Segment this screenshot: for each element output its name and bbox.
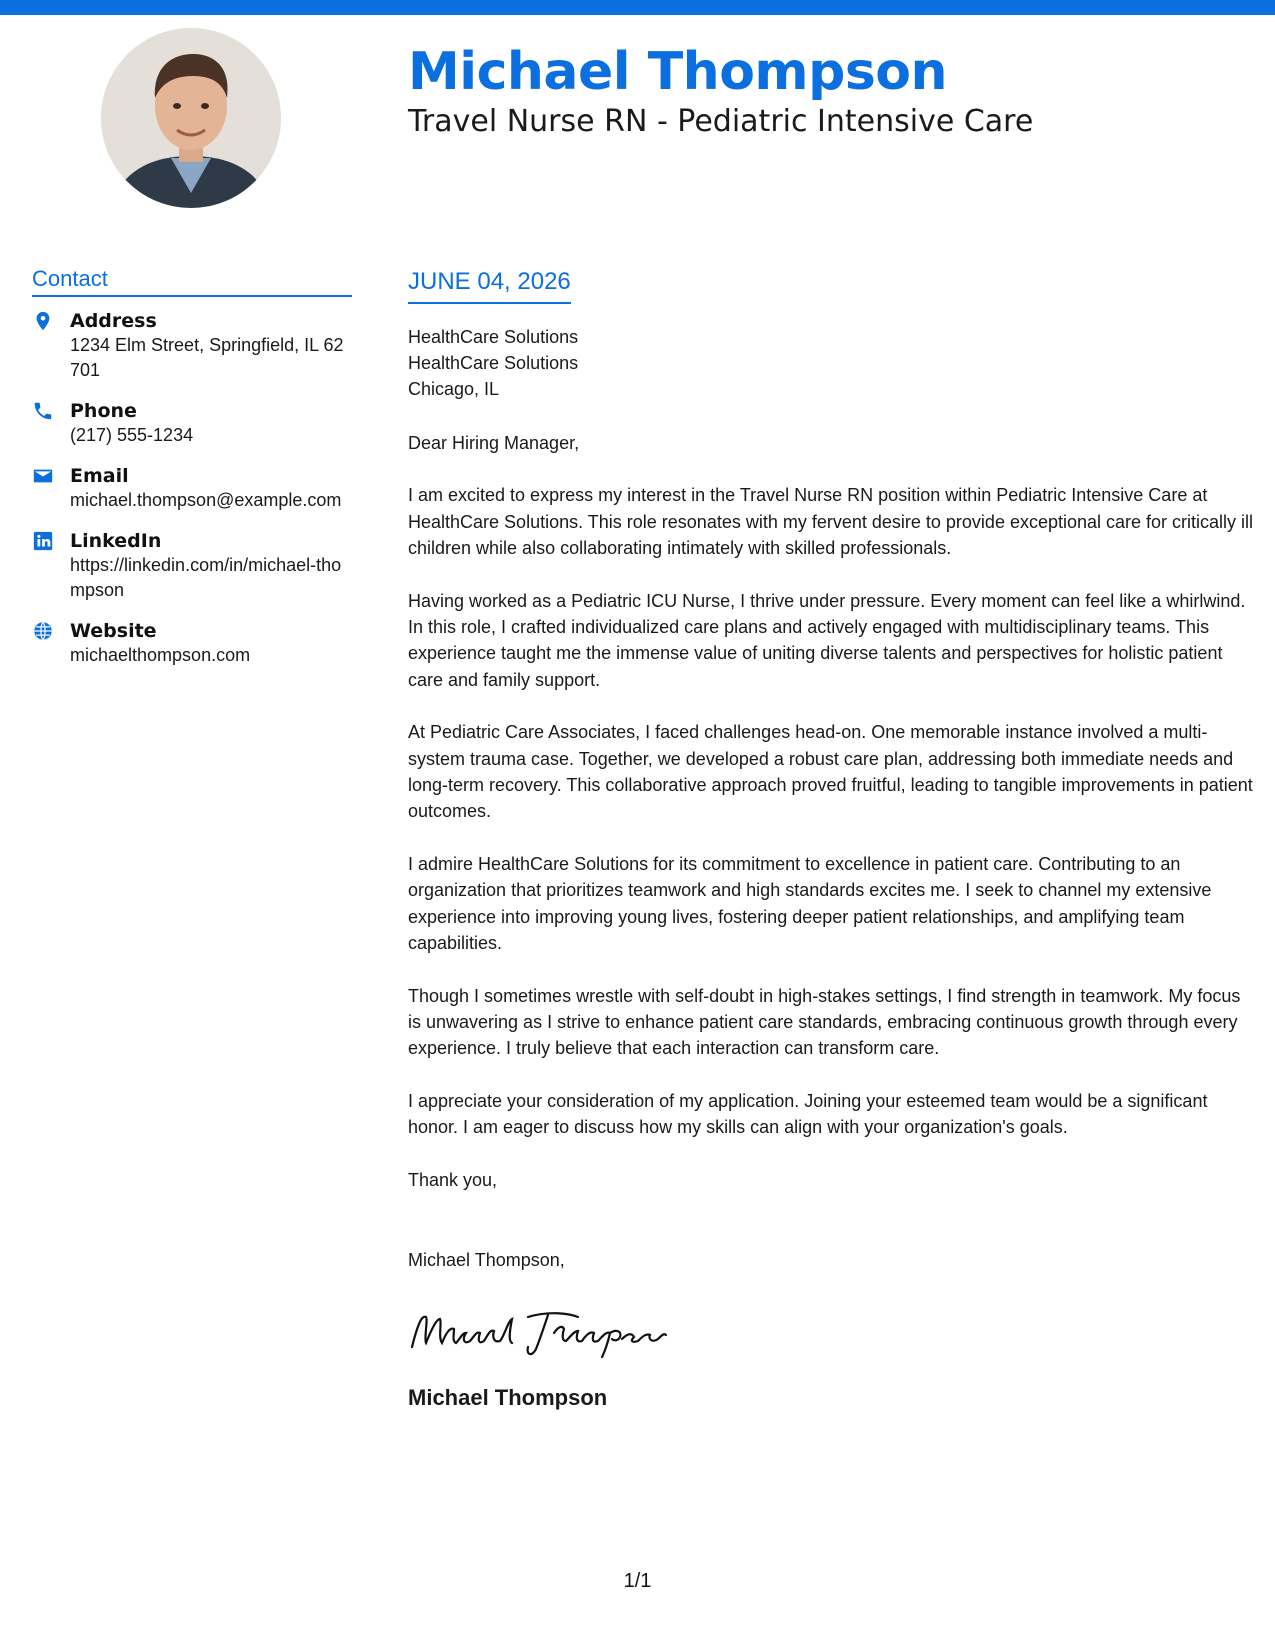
- contact-item-website: [32, 619, 352, 668]
- contact-value-linkedin[interactable]: https://linkedin.com/in/michael-thompson: [70, 555, 342, 600]
- signed-name: Michael Thompson: [408, 1384, 608, 1410]
- applicant-role: Travel Nurse RN - Pediatric Intensive Care: [408, 104, 1034, 139]
- contact-item-linkedin: [32, 529, 352, 603]
- contact-sidebar: [32, 266, 352, 684]
- recipient-block: [408, 324, 1258, 402]
- letter-paragraph: Though I sometimes wrestle with self-doubt in high-stakes settings, I find strength in teamwork. My focus is unwavering as I strive to enhance patient care standards, embracing continuous growth through every experience. I truly believe that each interaction can transform care.: [408, 985, 1241, 1059]
- contact-label: Website: [70, 620, 157, 642]
- contact-label: LinkedIn: [70, 530, 162, 552]
- applicant-name: Michael Thompson: [408, 42, 948, 102]
- page-number: 1/1: [623, 1570, 652, 1592]
- contact-label: Phone: [70, 400, 137, 422]
- recipient-line: HealthCare Solutions: [408, 327, 579, 347]
- envelope-icon: [32, 465, 54, 487]
- avatar: [101, 28, 281, 208]
- contact-label: Email: [70, 465, 129, 487]
- linkedin-icon: [32, 530, 54, 552]
- letter-paragraph: Having worked as a Pediatric ICU Nurse, I thrive under pressure. Every moment can feel like a whirlwind. In this role, I crafted individualized care plans and actively engaged with multidisciplinary teams. This experience taught me the immense value of uniting diverse talents and perspectives for holistic patient care and family support.: [408, 590, 1246, 690]
- phone-icon: [32, 400, 54, 422]
- letter-paragraph: At Pediatric Care Associates, I faced challenges head-on. One memorable instance involved a multi-system trauma case. Together, we developed a robust care plan, addressing both immediate needs and long-term recovery. This collaborative approach proved fruitful, leading to tangible improvements in patient outcomes.: [408, 722, 1253, 822]
- contact-value-website[interactable]: michaelthompson.com: [70, 645, 251, 665]
- profile-photo: [101, 28, 281, 208]
- contact-value-phone: (217) 555-1234: [70, 425, 194, 445]
- letter-paragraph: I am excited to express my interest in the Travel Nurse RN position within Pediatric Intensive Care at HealthCare Solutions. This role resonates with my fervent desire to provide exceptional care for critically ill children while also collaborating intimately with skilled professionals.: [408, 485, 1254, 559]
- letter-body: [408, 268, 1258, 1411]
- recipient-line: Chicago, IL: [408, 379, 500, 399]
- contact-label: Address: [70, 310, 157, 332]
- handwritten-signature: [408, 1303, 668, 1359]
- contact-item-email: [32, 464, 352, 513]
- closing: Thank you,: [408, 1169, 498, 1190]
- letter-paragraph: I appreciate your consideration of my application. Joining your esteemed team would be a significant honor. I am eager to discuss how my skills can align with your organization's goals.: [408, 1090, 1208, 1138]
- contact-heading: Contact: [32, 266, 352, 297]
- contact-item-address: [32, 309, 352, 383]
- letter-date: JUNE 04, 2026: [408, 268, 571, 304]
- letter-paragraph: I admire HealthCare Solutions for its commitment to excellence in patient care. Contributing to an organization that prioritizes teamwork and high standards excites me. I seek to channel my extensive experience into improving young lives, fostering deeper patient relationships, and amplifying team capabilities.: [408, 853, 1212, 954]
- salutation: Dear Hiring Manager,: [408, 433, 580, 453]
- top-accent-bar: [0, 0, 1275, 15]
- map-pin-icon: [32, 310, 54, 332]
- contact-item-phone: [32, 399, 352, 448]
- globe-icon: [32, 620, 54, 642]
- contact-value-address: 1234 Elm Street, Springfield, IL 62701: [70, 335, 344, 380]
- contact-value-email[interactable]: michael.thompson@example.com: [70, 490, 342, 510]
- recipient-line: HealthCare Solutions: [408, 353, 579, 373]
- signoff-name: Michael Thompson,: [408, 1249, 565, 1270]
